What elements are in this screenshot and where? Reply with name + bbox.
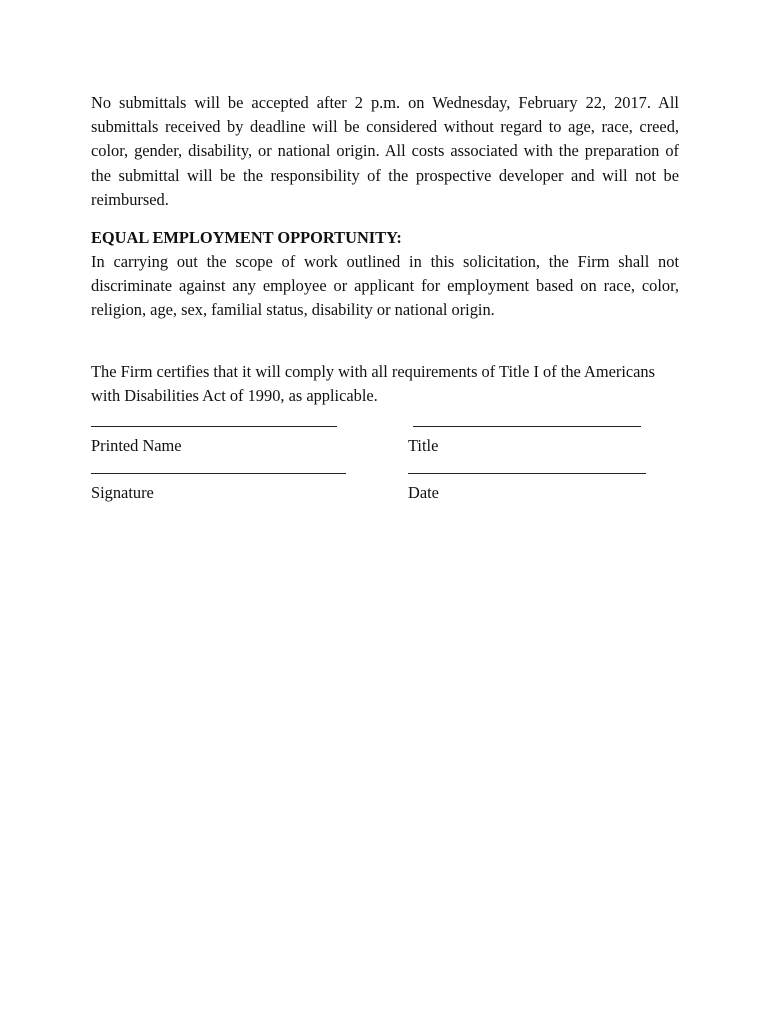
submittals-paragraph: No submittals will be accepted after 2 p.m. on Wednesday, February 22, 2017. All submittals received by deadline will be considered without regard to age, race, creed, color, gender, disability, or national origin. All costs associated with the preparation of the submittal will be the responsibility of the prospective developer and will not be reimbursed.: [91, 93, 679, 209]
title-label: Title: [408, 436, 439, 456]
date-label: Date: [408, 483, 439, 503]
eeo-heading: EQUAL EMPLOYMENT OPPORTUNITY:: [91, 228, 402, 248]
ada-compliance-paragraph: The Firm certifies that it will comply with all requirements of Title I of the Americans with Disabilities Act of 1990, as applicable.: [91, 361, 655, 405]
signature-line[interactable]: [91, 473, 346, 474]
printed-name-line[interactable]: [91, 426, 337, 427]
printed-name-label: Printed Name: [91, 436, 182, 456]
document-page: [91, 91, 679, 518]
eeo-paragraph: In carrying out the scope of work outlined in this solicitation, the Firm shall not discriminate against any employee or applicant for employment based on race, color, religion, age, sex, familial status, disability or national origin.: [91, 252, 679, 320]
signature-label: Signature: [91, 483, 154, 503]
signature-block: [91, 418, 679, 518]
title-line[interactable]: [413, 426, 641, 427]
date-line[interactable]: [408, 473, 646, 474]
